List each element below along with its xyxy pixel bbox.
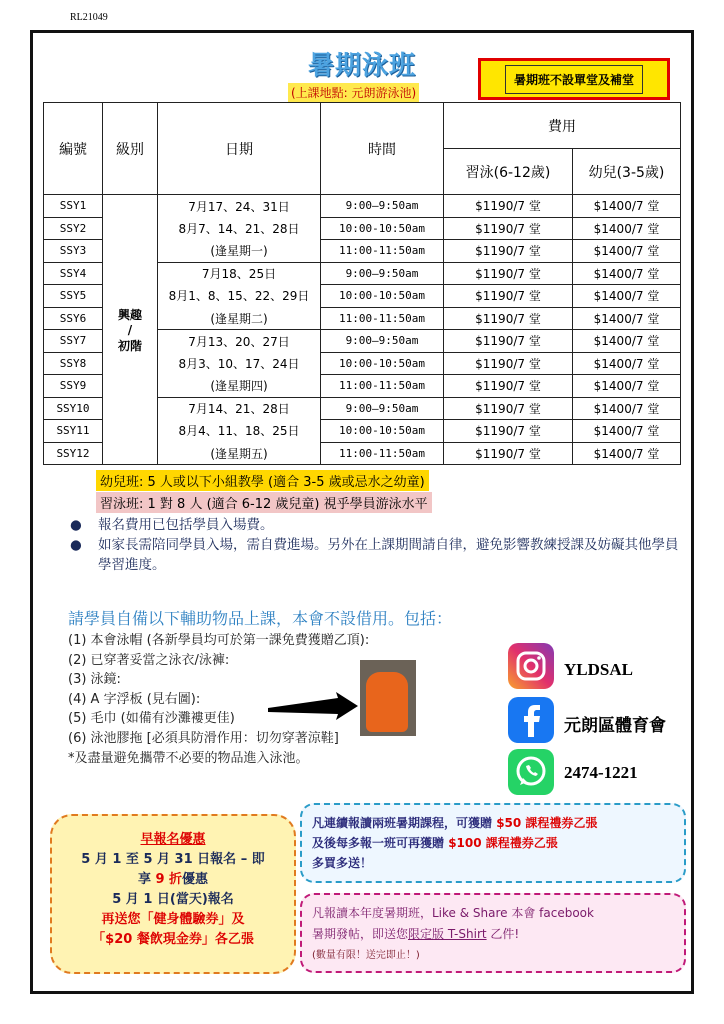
row-code: SSY4 (44, 262, 103, 285)
row-time: 9:00—9:50am (321, 397, 444, 420)
row-fee-child: $1190/7 堂 (444, 397, 573, 420)
requirements-footnote: *及盡量避免攜帶不必要的物品進入泳池。 (68, 750, 309, 766)
bullet-icon: ● (70, 537, 82, 553)
consecutive-promo: 凡連續報讀兩班暑期課程，可獲贈 $50 課程禮券乙張 及後每多報一班可再獲贈 $100 課程禮券乙張 多買多送！ (300, 803, 686, 883)
early-bird-box: 早報名優惠 5 月 1 至 5 月 31 日報名 – 即 享 9 折優惠 5 月 1 日(當天)報名 再送您「健身體驗券」及 「$20 餐飲現金券」各乙張 (50, 814, 296, 974)
location-label: (上課地點: 元朗游泳池) (288, 83, 419, 102)
facebook-name: 元朗區體育會 (564, 716, 666, 735)
kickboard-photo (360, 660, 416, 736)
notice-text: 暑期班不設單堂及補堂 (505, 65, 643, 94)
row-code: SSY8 (44, 352, 103, 375)
header-fee: 費用 (444, 103, 681, 149)
row-fee-kid: $1400/7 堂 (573, 397, 681, 420)
row-fee-child: $1190/7 堂 (444, 420, 573, 443)
row-fee-kid: $1400/7 堂 (573, 217, 681, 240)
date-line: 8月4、11、18、25日 (158, 420, 321, 443)
row-code: SSY1 (44, 195, 103, 218)
list-item: (5) 毛巾 (如備有沙灘褸更佳) (68, 711, 235, 727)
row-code: SSY10 (44, 397, 103, 420)
whatsapp-number: 2474-1221 (564, 763, 638, 782)
header-fee-kid: 幼兒(3-5歲) (573, 149, 681, 195)
row-code: SSY3 (44, 240, 103, 263)
date-line: 8月3、10、17、24日 (158, 352, 321, 375)
arrow-right-icon (268, 692, 358, 722)
row-fee-child: $1190/7 堂 (444, 285, 573, 308)
row-code: SSY5 (44, 285, 103, 308)
kid-class-note: 幼兒班: 5 人或以下小組教學 (適合 3-5 歲或忌水之幼童) (96, 470, 429, 491)
date-line: (逢星期五) (158, 442, 321, 465)
notes-list (70, 515, 690, 575)
row-fee-kid: $1400/7 堂 (573, 195, 681, 218)
row-fee-child: $1190/7 堂 (444, 442, 573, 465)
schedule-table (43, 102, 681, 465)
row-code: SSY9 (44, 375, 103, 398)
table-row (44, 195, 681, 218)
row-time: 10:00-10:50am (321, 352, 444, 375)
facebook-icon (508, 697, 554, 743)
list-item: ● 報名費用已包括學員入場費。 (70, 517, 274, 533)
date-line: 7月17、24、31日 (158, 195, 321, 218)
list-item: (6) 泳池膠拖 [必須具防滑作用：切勿穿著涼鞋] (68, 730, 339, 746)
whatsapp-icon (508, 749, 554, 795)
row-fee-child: $1190/7 堂 (444, 262, 573, 285)
row-fee-kid: $1400/7 堂 (573, 330, 681, 353)
row-fee-kid: $1400/7 堂 (573, 307, 681, 330)
instagram-icon (508, 643, 554, 689)
row-time: 10:00-10:50am (321, 420, 444, 443)
row-fee-child: $1190/7 堂 (444, 352, 573, 375)
requirements-title: 請學員自備以下輔助物品上課，本會不設借用。包括： (68, 609, 453, 628)
child-class-note: 習泳班: 1 對 8 人 (適合 6-12 歲兒童) 視乎學員游泳水平 (96, 492, 432, 513)
row-time: 11:00-11:50am (321, 307, 444, 330)
row-code: SSY12 (44, 442, 103, 465)
row-time: 11:00-11:50am (321, 442, 444, 465)
header-code: 編號 (44, 103, 103, 195)
list-item: ● 如家長需陪同學員入場，需自費進場。另外在上課期間請自律，避免影響教練授課及妨礙其他學員學習進度。 (70, 537, 679, 573)
row-fee-child: $1190/7 堂 (444, 195, 573, 218)
no-single-class-notice (478, 58, 670, 100)
row-fee-kid: $1400/7 堂 (573, 442, 681, 465)
date-line: 8月1、8、15、22、29日 (158, 285, 321, 308)
date-line: 7月14、21、28日 (158, 397, 321, 420)
header-level: 級別 (103, 103, 158, 195)
row-code: SSY6 (44, 307, 103, 330)
header-fee-child: 習泳(6-12歲) (444, 149, 573, 195)
level-cell: 興趣 / 初階 (103, 195, 158, 465)
row-fee-kid: $1400/7 堂 (573, 420, 681, 443)
row-fee-kid: $1400/7 堂 (573, 262, 681, 285)
row-code: SSY11 (44, 420, 103, 443)
row-time: 10:00-10:50am (321, 285, 444, 308)
list-item: (4) A 字浮板 (見右圖): (68, 691, 201, 707)
row-fee-kid: $1400/7 堂 (573, 352, 681, 375)
row-code: SSY7 (44, 330, 103, 353)
row-fee-child: $1190/7 堂 (444, 330, 573, 353)
date-line: 8月7、14、21、28日 (158, 217, 321, 240)
list-item: (3) 泳鏡: (68, 672, 121, 688)
date-line: 7月13、20、27日 (158, 330, 321, 353)
early-bird-title: 早報名優惠 (140, 832, 206, 847)
instagram-handle: YLDSAL (564, 660, 633, 679)
row-fee-child: $1190/7 堂 (444, 307, 573, 330)
row-fee-kid: $1400/7 堂 (573, 285, 681, 308)
header-time: 時間 (321, 103, 444, 195)
list-item: (1) 本會泳帽 (各新學員均可於第一課免費獲贈乙頂): (68, 633, 370, 648)
row-time: 11:00-11:50am (321, 240, 444, 263)
header-date: 日期 (158, 103, 321, 195)
row-fee-kid: $1400/7 堂 (573, 240, 681, 263)
row-time: 9:00—9:50am (321, 195, 444, 218)
row-time: 9:00—9:50am (321, 262, 444, 285)
date-line: 7月18、25日 (158, 262, 321, 285)
list-item: (2) 已穿著妥當之泳衣/泳褲: (68, 652, 230, 668)
row-time: 11:00-11:50am (321, 375, 444, 398)
page-title: 暑期泳班 (308, 51, 417, 81)
document-code: RL21049 (70, 12, 108, 23)
date-line: (逢星期四) (158, 375, 321, 398)
row-time: 10:00-10:50am (321, 217, 444, 240)
facebook-promo: 凡報讀本年度暑期班，Like & Share 本會 facebook 暑期發帖，即送您限定版 T-Shirt 乙件! (數量有限！送完即止！) (300, 893, 686, 973)
row-fee-child: $1190/7 堂 (444, 240, 573, 263)
row-fee-child: $1190/7 堂 (444, 375, 573, 398)
date-line: (逢星期一) (158, 240, 321, 263)
row-fee-kid: $1400/7 堂 (573, 375, 681, 398)
row-fee-child: $1190/7 堂 (444, 217, 573, 240)
row-code: SSY2 (44, 217, 103, 240)
date-line: (逢星期二) (158, 307, 321, 330)
row-time: 9:00—9:50am (321, 330, 444, 353)
bullet-icon: ● (70, 517, 82, 533)
